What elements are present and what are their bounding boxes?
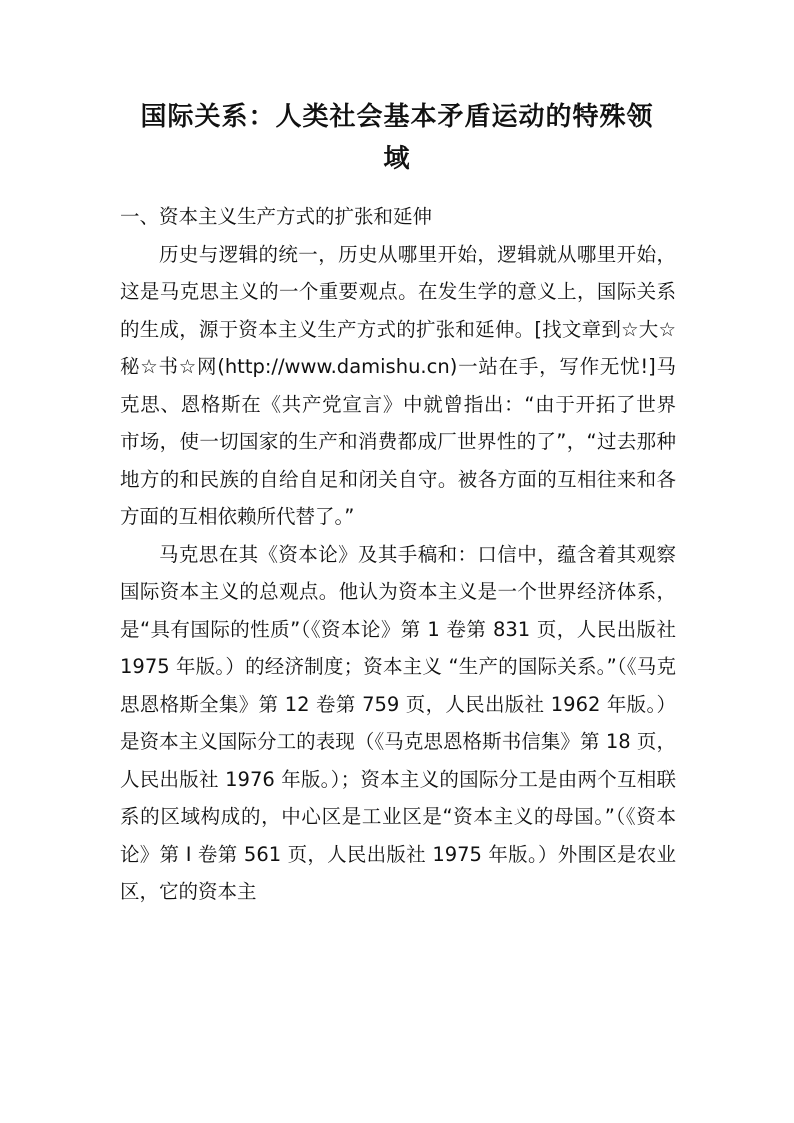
paragraph-1: 历史与逻辑的统一，历史从哪里开始，逻辑就从哪里开始，这是马克思主义的一个重要观点。在发生学的意义上，国际关系的生成，源于资本主义生产方式的扩张和延伸。[找文章到☆大☆秘☆书☆网(http://www.damishu.cn)一站在手，写作无忧!]马克思、恩格斯在《共产党宣言》中就曾指出：“由于开拓了世界市场，使一切国家的生产和消费都成厂世界性的了”，“过去那种地方的和民族的自给自足和闭关自守。被各方面的互相往来和各方面的互相依赖所代替了。” [120,242,676,528]
section-heading: 一、资本主义生产方式的扩张和延伸 [120,205,433,228]
document-body [120,198,676,911]
paragraph-2: 马克思在其《资本论》及其手稿和：口信中，蕴含着其观察国际资本主义的总观点。他认为资本主义是一个世界经济体系，是“具有国际的性质”（《资本论》第 1 卷第 831 页，人民出版社 1975 年版。）的经济制度；资本主义 “生产的国际关系。”（《马克思恩格斯全集》第 12 卷第 759 页，人民出版社 1962 年版。）是资本主义国际分工的表现（《马克思恩格斯书信集》第 18 页，人民出版社 1976 年版。）；资本主义的国际分工是由两个互相联系的区域构成的，中心区是工业区是“资本主义的母国。”（《资本论》第 I 卷第 561 页，人民出版社 1975 年版。）外围区是农业区，它的资本主 [120,542,676,903]
document-title: 国际关系：人类社会基本矛盾运动的特殊领 域 [140,102,654,174]
